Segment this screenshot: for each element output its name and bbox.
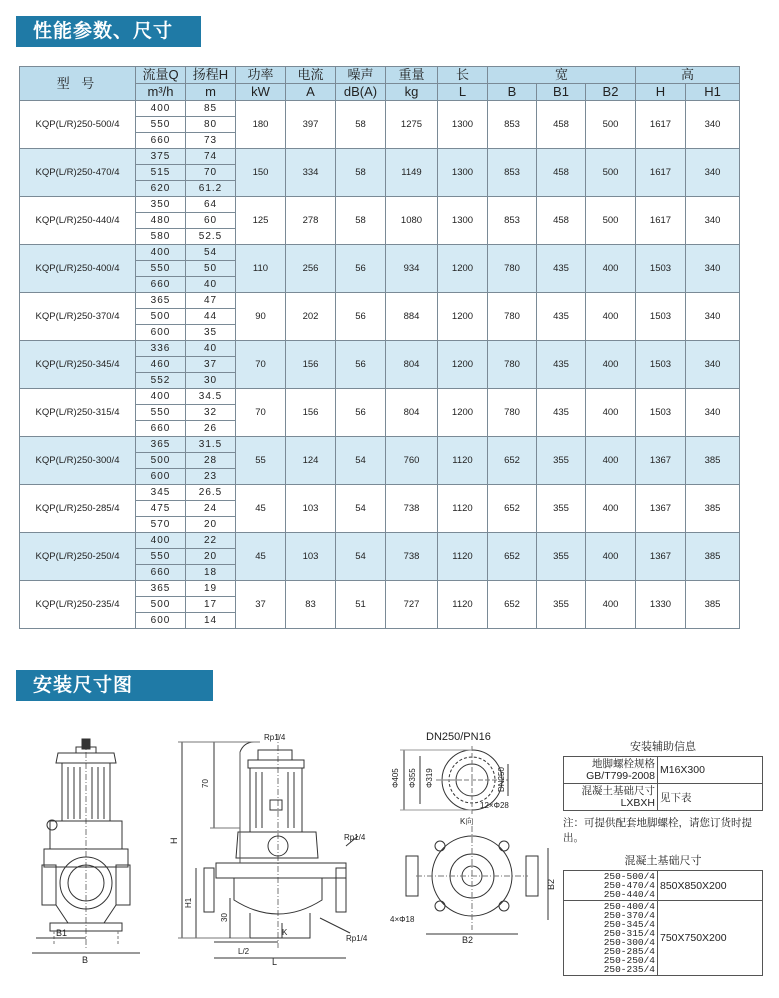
b1-cell: 435 [537,341,586,389]
dim-h1-side: H1 [184,897,193,908]
head-cell: 30 [186,373,236,389]
head-cell: 52.5 [186,229,236,245]
flow-cell: 336 [136,341,186,357]
header-noise: 噪声 [336,67,386,84]
b2-cell: 400 [586,533,636,581]
flow-cell: 345 [136,485,186,501]
label-rp-top: Rp1/4 [264,733,286,742]
h-cell: 1367 [636,485,686,533]
h1-cell: 340 [686,149,740,197]
h-cell: 1503 [636,341,686,389]
unit-b: B [488,84,537,101]
flow-cell: 660 [136,277,186,293]
b2-cell: 400 [586,389,636,437]
header-current: 电流 [286,67,336,84]
head-cell: 50 [186,261,236,277]
model-cell: KQP(L/R)250-315/4 [20,389,136,437]
head-cell: 34.5 [186,389,236,405]
base-model-item: 250-370/4 [603,910,655,921]
header-head: 扬程H [186,67,236,84]
flow-cell: 600 [136,325,186,341]
h1-cell: 340 [686,293,740,341]
table-row [20,293,740,309]
flow-cell: 365 [136,581,186,597]
power-cell: 110 [236,245,286,293]
b2-cell: 400 [586,245,636,293]
flow-cell: 660 [136,421,186,437]
h-cell: 1617 [636,101,686,149]
b1-cell: 355 [537,437,586,485]
noise-cell: 58 [336,149,386,197]
flow-cell: 515 [136,165,186,181]
b2-cell: 500 [586,149,636,197]
flow-cell: 600 [136,469,186,485]
length-cell: 1120 [438,485,488,533]
current-cell: 103 [286,533,336,581]
b-cell: 780 [488,293,537,341]
section-title-installation: 安装尺寸图 [16,670,213,701]
noise-cell: 54 [336,437,386,485]
b-cell: 853 [488,197,537,245]
flow-cell: 400 [136,533,186,549]
head-cell: 22 [186,533,236,549]
current-cell: 103 [286,485,336,533]
b2-cell: 400 [586,341,636,389]
weight-cell: 884 [386,293,438,341]
h1-cell: 340 [686,245,740,293]
current-cell: 334 [286,149,336,197]
noise-cell: 56 [336,341,386,389]
weight-cell: 804 [386,389,438,437]
weight-cell: 934 [386,245,438,293]
head-cell: 26.5 [186,485,236,501]
power-cell: 45 [236,485,286,533]
power-cell: 45 [236,533,286,581]
base-model-item: 250-470/4 [603,880,655,891]
b2-cell: 400 [586,437,636,485]
unit-power: kW [236,84,286,101]
b2-cell: 500 [586,197,636,245]
aux-spec-table [563,756,763,811]
bolt-spec-label-2: GB/T799-2008 [586,770,655,782]
base-model-item: 250-285/4 [603,946,655,957]
dim-anchor-holes: 4×Φ18 [390,915,415,924]
unit-b1: B1 [537,84,586,101]
label-rp-bottom: Rp1/4 [346,934,368,943]
base-model-item: 250-400/4 [603,901,655,912]
b1-cell: 355 [537,533,586,581]
model-cell: KQP(L/R)250-440/4 [20,197,136,245]
b-cell: 780 [488,245,537,293]
dim-b2-bottom: B2 [462,935,474,945]
noise-cell: 56 [336,389,386,437]
weight-cell: 727 [386,581,438,629]
flow-cell: 550 [136,405,186,421]
head-cell: 26 [186,421,236,437]
noise-cell: 56 [336,245,386,293]
length-cell: 1120 [438,581,488,629]
current-cell: 278 [286,197,336,245]
dim-h-side: H [169,837,179,844]
unit-head: m [186,84,236,101]
base-group2-size: 750X750X200 [658,901,763,976]
h-cell: 1617 [636,149,686,197]
flow-cell: 660 [136,133,186,149]
flow-cell: 375 [136,149,186,165]
flow-cell: 460 [136,357,186,373]
model-cell: KQP(L/R)250-285/4 [20,485,136,533]
head-cell: 85 [186,101,236,117]
unit-flow: m³/h [136,84,186,101]
dim-bolt-holes: 12×Φ28 [480,801,509,810]
head-cell: 32 [186,405,236,421]
dim-70: 70 [201,779,210,788]
unit-noise: dB(A) [336,84,386,101]
current-cell: 156 [286,389,336,437]
bolt-spec-value: M16X300 [658,757,763,784]
base-group1-models [564,871,658,901]
spec-table-body [20,101,740,629]
unit-weight: kg [386,84,438,101]
flow-cell: 600 [136,613,186,629]
h1-cell: 340 [686,341,740,389]
b1-cell: 435 [537,389,586,437]
pump-front-view [28,733,146,965]
head-cell: 73 [186,133,236,149]
h-cell: 1367 [636,533,686,581]
noise-cell: 56 [336,293,386,341]
weight-cell: 738 [386,485,438,533]
dim-b-front: B [82,955,89,965]
dim-l-half: L/2 [238,947,250,956]
h-cell: 1330 [636,581,686,629]
length-cell: 1200 [438,341,488,389]
base-model-item: 250-345/4 [603,919,655,930]
b2-cell: 400 [586,581,636,629]
head-cell: 60 [186,213,236,229]
h1-cell: 340 [686,101,740,149]
power-cell: 125 [236,197,286,245]
model-cell: KQP(L/R)250-370/4 [20,293,136,341]
h1-cell: 385 [686,485,740,533]
table-row [20,581,740,597]
h1-cell: 340 [686,389,740,437]
model-cell: KQP(L/R)250-470/4 [20,149,136,197]
length-cell: 1120 [438,437,488,485]
weight-cell: 1080 [386,197,438,245]
b1-cell: 355 [537,485,586,533]
model-cell: KQP(L/R)250-400/4 [20,245,136,293]
b2-cell: 400 [586,485,636,533]
base-model-item: 250-235/4 [603,964,655,975]
base-model-item: 250-440/4 [603,889,655,900]
current-cell: 397 [286,101,336,149]
header-width: 宽 [488,67,636,84]
header-power: 功率 [236,67,286,84]
b1-cell: 458 [537,101,586,149]
base-model-item: 250-250/4 [603,955,655,966]
flow-cell: 500 [136,309,186,325]
label-k-view: K [282,928,288,937]
current-cell: 256 [286,245,336,293]
table-row [20,149,740,165]
head-cell: 20 [186,549,236,565]
dim-dn250: DN250 [497,767,506,792]
noise-cell: 54 [336,485,386,533]
length-cell: 1200 [438,245,488,293]
b-cell: 652 [488,533,537,581]
flow-cell: 550 [136,261,186,277]
flow-cell: 475 [136,501,186,517]
power-cell: 150 [236,149,286,197]
b1-cell: 458 [537,197,586,245]
model-cell: KQP(L/R)250-300/4 [20,437,136,485]
flow-cell: 550 [136,549,186,565]
base-model-item: 250-500/4 [603,871,655,882]
model-cell: KQP(L/R)250-235/4 [20,581,136,629]
weight-cell: 1275 [386,101,438,149]
b1-cell: 355 [537,581,586,629]
length-cell: 1200 [438,389,488,437]
flange-and-plan-view [386,730,558,970]
table-row [20,533,740,549]
table-row [20,245,740,261]
aux-note: 注：可提供配套地脚螺栓，请您订货时提出。 [563,817,752,844]
h1-cell: 385 [686,437,740,485]
weight-cell: 1149 [386,149,438,197]
current-cell: 83 [286,581,336,629]
flow-cell: 660 [136,565,186,581]
table-row [20,101,740,117]
head-cell: 23 [186,469,236,485]
head-cell: 44 [186,309,236,325]
h-cell: 1367 [636,437,686,485]
flow-cell: 365 [136,293,186,309]
bolt-spec-label-1: 地脚螺栓规格 [592,758,655,770]
b2-cell: 500 [586,101,636,149]
power-cell: 180 [236,101,286,149]
current-cell: 156 [286,341,336,389]
table-row [20,485,740,501]
b2-cell: 400 [586,293,636,341]
header-weight: 重量 [386,67,438,84]
base-size-label [564,784,658,811]
installation-aux-panel [563,738,763,976]
power-cell: 70 [236,389,286,437]
head-cell: 20 [186,517,236,533]
h-cell: 1503 [636,389,686,437]
b-cell: 652 [488,581,537,629]
base-group2-models [564,901,658,976]
base-model-item: 250-300/4 [603,937,655,948]
b1-cell: 435 [537,245,586,293]
head-cell: 64 [186,197,236,213]
base-model-item: 250-315/4 [603,928,655,939]
header-flow: 流量Q [136,67,186,84]
flow-cell: 480 [136,213,186,229]
weight-cell: 760 [386,437,438,485]
unit-h: H [636,84,686,101]
flow-cell: 620 [136,181,186,197]
flange-title: DN250/PN16 [426,731,491,743]
noise-cell: 54 [336,533,386,581]
dim-d355: Φ355 [408,768,417,788]
noise-cell: 58 [336,101,386,149]
unit-b2: B2 [586,84,636,101]
model-cell: KQP(L/R)250-250/4 [20,533,136,581]
head-cell: 14 [186,613,236,629]
table-row [20,197,740,213]
head-cell: 80 [186,117,236,133]
unit-length: L [438,84,488,101]
head-cell: 17 [186,597,236,613]
b-cell: 780 [488,341,537,389]
unit-h1: H1 [686,84,740,101]
head-cell: 18 [186,565,236,581]
weight-cell: 738 [386,533,438,581]
flow-cell: 365 [136,437,186,453]
dim-30: 30 [220,913,229,922]
head-cell: 19 [186,581,236,597]
base-group1-size: 850X850X200 [658,871,763,901]
unit-current: A [286,84,336,101]
weight-cell: 804 [386,341,438,389]
flow-cell: 400 [136,245,186,261]
flow-cell: 400 [136,101,186,117]
length-cell: 1200 [438,293,488,341]
base-size-table [563,870,763,976]
base-size-label-1: 混凝土基础尺寸 [581,785,655,797]
h1-cell: 385 [686,533,740,581]
power-cell: 37 [236,581,286,629]
head-cell: 40 [186,341,236,357]
flow-cell: 580 [136,229,186,245]
length-cell: 1300 [438,197,488,245]
h-cell: 1503 [636,245,686,293]
head-cell: 61.2 [186,181,236,197]
spec-table [19,66,740,629]
b-cell: 853 [488,101,537,149]
head-cell: 37 [186,357,236,373]
head-cell: 40 [186,277,236,293]
flow-cell: 500 [136,597,186,613]
power-cell: 55 [236,437,286,485]
head-cell: 70 [186,165,236,181]
flow-cell: 500 [136,453,186,469]
header-model: 型 号 [20,67,136,101]
length-cell: 1300 [438,101,488,149]
label-rp-mid: Rp1/4 [344,833,366,842]
h1-cell: 385 [686,581,740,629]
base-size-label-2: LXBXH [620,797,655,809]
flow-cell: 400 [136,389,186,405]
aux-title: 安装辅助信息 [630,741,696,753]
header-length: 长 [438,67,488,84]
model-cell: KQP(L/R)250-500/4 [20,101,136,149]
head-cell: 24 [186,501,236,517]
current-cell: 124 [286,437,336,485]
b-cell: 652 [488,485,537,533]
h-cell: 1503 [636,293,686,341]
current-cell: 202 [286,293,336,341]
base-table-title: 混凝土基础尺寸 [624,855,702,867]
noise-cell: 51 [336,581,386,629]
header-height: 高 [636,67,740,84]
length-cell: 1120 [438,533,488,581]
flow-cell: 552 [136,373,186,389]
head-cell: 31.5 [186,437,236,453]
pump-side-view [150,728,375,966]
b-cell: 853 [488,149,537,197]
flow-cell: 350 [136,197,186,213]
head-cell: 35 [186,325,236,341]
length-cell: 1300 [438,149,488,197]
model-cell: KQP(L/R)250-345/4 [20,341,136,389]
table-row [20,341,740,357]
noise-cell: 58 [336,197,386,245]
b-cell: 780 [488,389,537,437]
b1-cell: 435 [537,293,586,341]
head-cell: 54 [186,245,236,261]
head-cell: 74 [186,149,236,165]
flow-cell: 570 [136,517,186,533]
label-k-direction: K向 [460,817,474,826]
dim-b1-front: B1 [56,928,68,938]
base-size-value: 见下表 [658,784,763,811]
power-cell: 90 [236,293,286,341]
dim-d405: Φ405 [391,768,400,788]
power-cell: 70 [236,341,286,389]
h-cell: 1617 [636,197,686,245]
dim-b2-side: B2 [546,878,556,890]
flow-cell: 550 [136,117,186,133]
h1-cell: 340 [686,197,740,245]
section-title-performance: 性能参数、尺寸 [16,16,201,47]
dim-d319: Φ319 [425,768,434,788]
head-cell: 47 [186,293,236,309]
table-row [20,389,740,405]
b-cell: 652 [488,437,537,485]
table-row [20,437,740,453]
bolt-spec-label [564,757,658,784]
head-cell: 28 [186,453,236,469]
b1-cell: 458 [537,149,586,197]
dim-l-side: L [272,957,278,966]
